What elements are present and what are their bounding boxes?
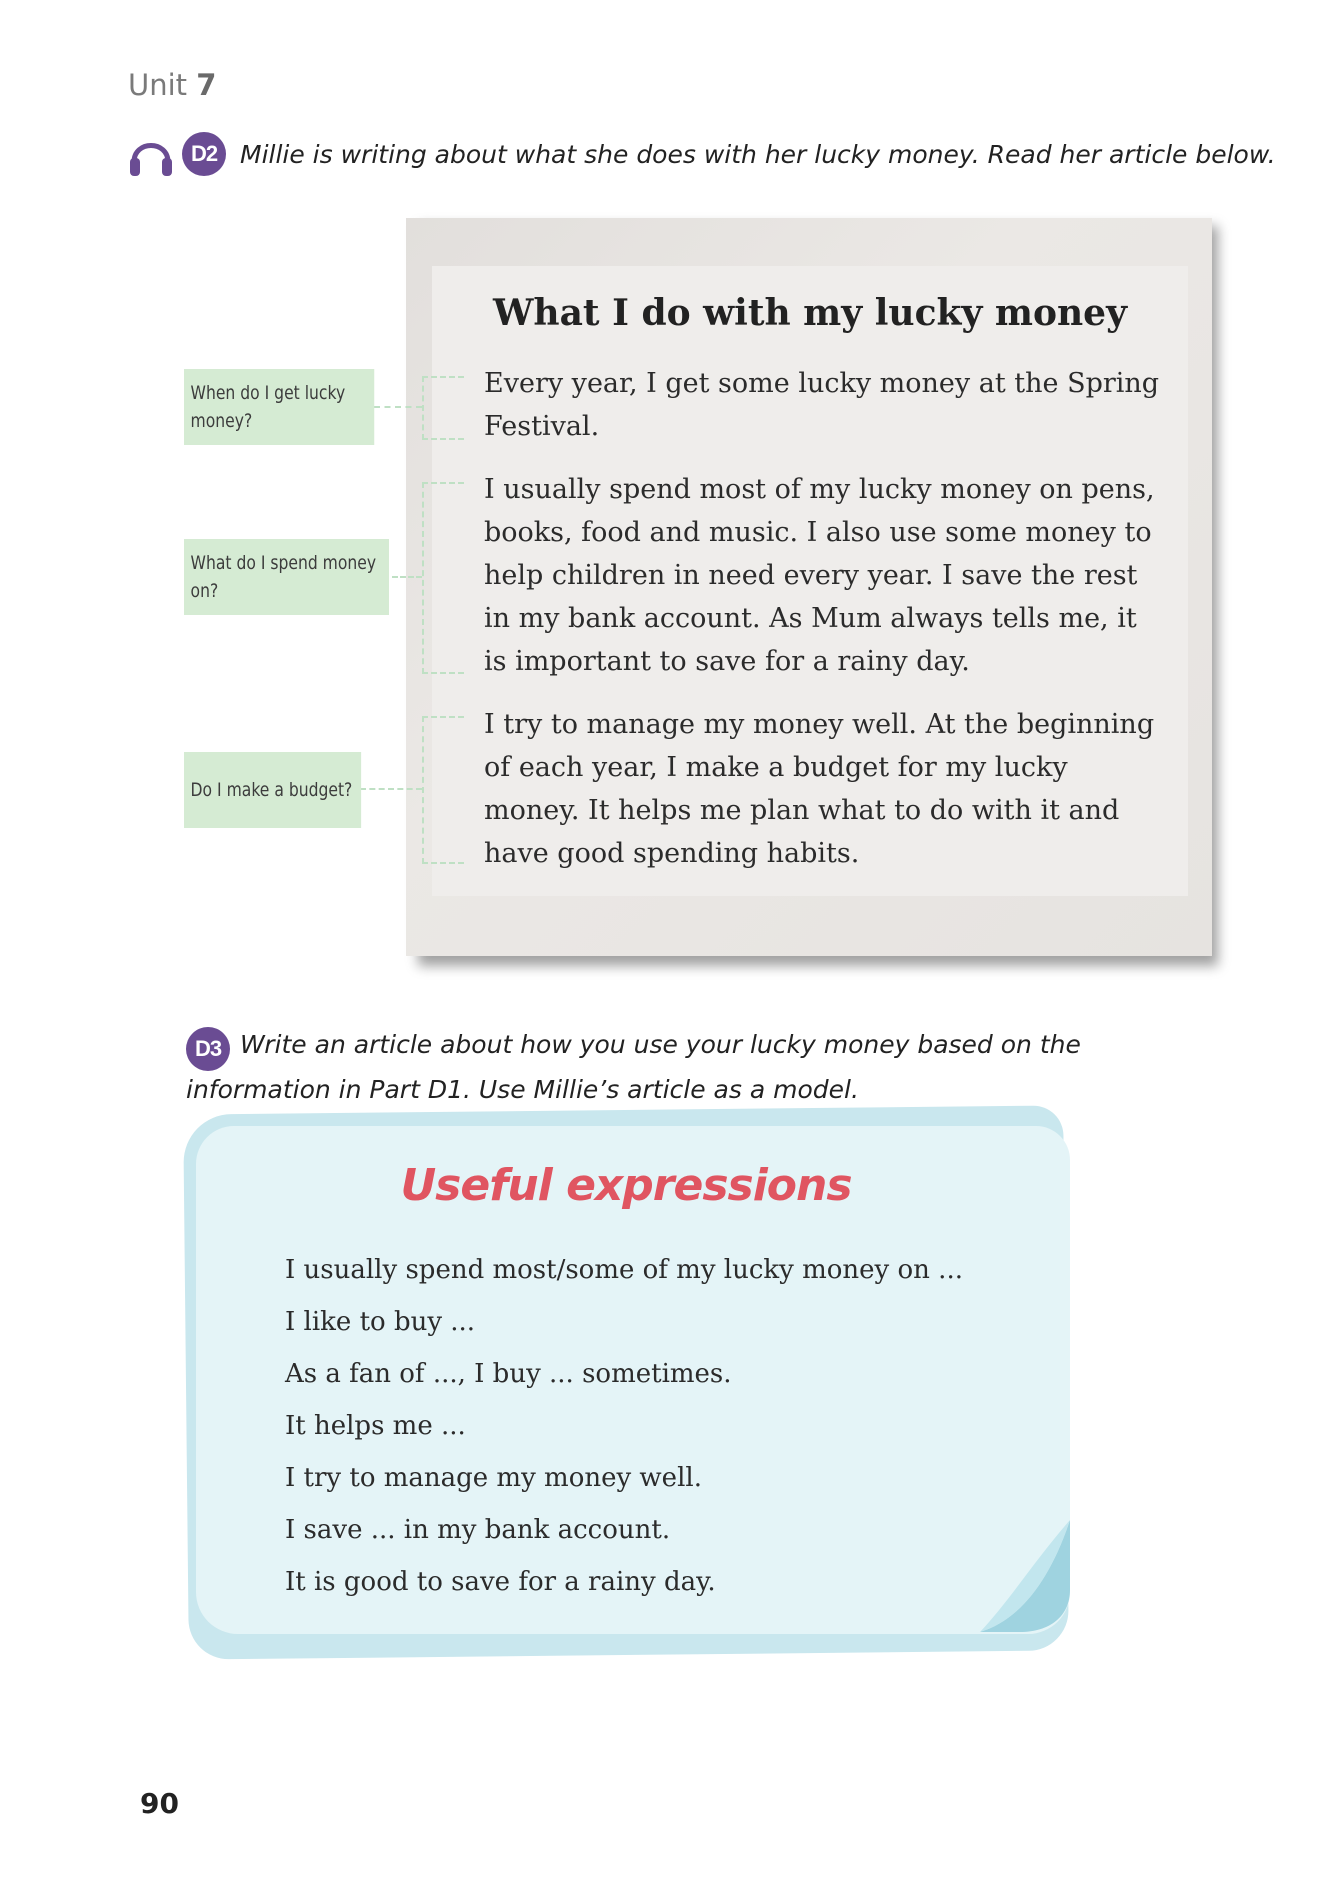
note-when: When do I get lucky money? [184, 369, 374, 445]
expression-item: I usually spend most/some of my lucky money on ... [285, 1255, 963, 1285]
unit-header [128, 68, 216, 102]
unit-label: Unit [128, 68, 188, 102]
d3-instruction-block [186, 1026, 1226, 1109]
d2-instruction-row [128, 130, 1276, 178]
connector-note-3 [360, 788, 422, 790]
unit-number: 7 [196, 68, 217, 102]
article-paragraph-1: Every year, I get some lucky money at the Spring Festival. [484, 368, 1160, 442]
article-title: What I do with my lucky money [493, 292, 1127, 334]
note-what: What do I spend money on? [184, 539, 389, 615]
d2-instruction: Millie is writing about what she does with her lucky money. Read her article below. [240, 139, 1276, 169]
expression-item: I save ... in my bank account. [285, 1515, 671, 1545]
page-number: 90 [140, 1787, 179, 1820]
task-badge-d2: D2 [182, 132, 226, 176]
expression-item: It helps me ... [285, 1411, 466, 1441]
useful-expressions-title: Useful expressions [400, 1160, 852, 1211]
useful-expressions-list [285, 1244, 963, 1608]
expression-item: It is good to save for a rainy day. [285, 1567, 716, 1597]
connector-note-1 [374, 406, 422, 408]
expression-item: I try to manage my money well. [285, 1463, 702, 1493]
expression-item: I like to buy ... [285, 1307, 476, 1337]
bracket-paragraph-3 [422, 716, 464, 864]
article-paragraph-2: I usually spend most of my lucky money on pens, books, food and music. I also use some money to help children in need every year. I save the rest in my bank account. As Mum always tells me, it is important to save for a rainy day. [484, 474, 1155, 677]
note-budget: Do I make a budget? [184, 752, 361, 828]
task-badge-d3: D3 [186, 1027, 230, 1071]
headphones-icon[interactable] [128, 130, 174, 178]
connector-note-2 [392, 576, 422, 578]
expression-item: As a fan of ..., I buy ... sometimes. [285, 1359, 732, 1389]
d3-instruction: Write an article about how you use your lucky money based on the information in Part D1. Use Millie’s article as a model. [186, 1030, 1081, 1104]
bracket-paragraph-1 [422, 376, 464, 440]
page-curl-icon [980, 1520, 1070, 1632]
article-paragraph-3: I try to manage my money well. At the beginning of each year, I make a budget for my lucky money. It helps me plan what to do with it and have good spending habits. [484, 709, 1155, 869]
bracket-paragraph-2 [422, 482, 464, 674]
